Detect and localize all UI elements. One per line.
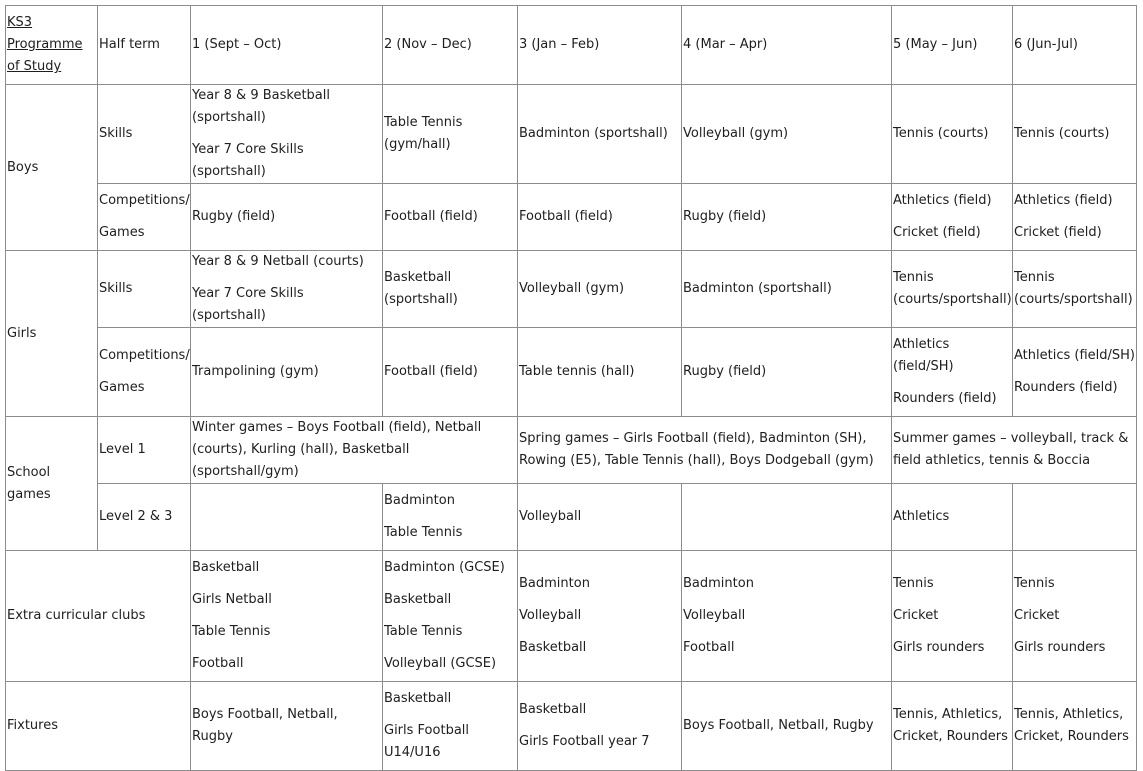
table-row xyxy=(6,417,1137,484)
club-line: Volleyball xyxy=(519,608,582,623)
row-label-clubs: Extra curricular clubs xyxy=(6,551,191,682)
activity-cell: Tennis (courts/sportshall) xyxy=(1013,251,1137,328)
club-line: Girls rounders xyxy=(893,640,985,655)
activity-cell xyxy=(892,551,1013,682)
club-line: Tennis xyxy=(893,576,934,591)
activity-cell xyxy=(682,551,892,682)
activity-line: Athletics (field) xyxy=(1014,193,1113,208)
row-label-line: Competitions/ xyxy=(99,348,190,363)
club-line: Cricket xyxy=(1014,608,1060,623)
activity-line: Cricket (field) xyxy=(1014,225,1102,240)
activity-line: Year 8 & 9 Netball (courts) xyxy=(192,254,364,269)
activity-cell: Trampolining (gym) xyxy=(191,328,383,417)
activity-cell: Tennis, Athletics, Cricket, Rounders xyxy=(1013,682,1137,771)
activity-cell: Tennis (courts) xyxy=(1013,85,1137,184)
activity-cell xyxy=(1013,484,1137,551)
activity-line: Rounders (field) xyxy=(893,391,997,406)
activity-cell: Basketball (sportshall) xyxy=(383,251,518,328)
row-label-line: Competitions/ xyxy=(99,193,190,208)
activity-cell: Rugby (field) xyxy=(682,184,892,251)
club-line: Badminton xyxy=(519,576,590,591)
club-line: Football xyxy=(192,656,244,671)
title-line: of Study xyxy=(7,59,62,74)
activity-cell xyxy=(1013,551,1137,682)
row-label: Level 2 & 3 xyxy=(98,484,191,551)
activity-cell: Rugby (field) xyxy=(191,184,383,251)
activity-cell: Football (field) xyxy=(383,328,518,417)
activity-cell: Tennis, Athletics, Cricket, Rounders xyxy=(892,682,1013,771)
activity-cell xyxy=(191,251,383,328)
club-line: Basketball xyxy=(192,560,260,575)
activity-cell: Badminton (sportshall) xyxy=(682,251,892,328)
group-label-girls: Girls xyxy=(6,251,98,417)
club-line: Volleyball xyxy=(683,608,746,623)
activity-cell xyxy=(682,484,892,551)
term-header: 5 (May – Jun) xyxy=(892,6,1013,85)
club-line: Tennis xyxy=(1014,576,1055,591)
activity-line: Table Tennis xyxy=(384,525,463,540)
activity-cell: Badminton (sportshall) xyxy=(518,85,682,184)
activity-line: Rounders (field) xyxy=(1014,380,1118,395)
club-line: Badminton (GCSE) xyxy=(384,560,505,575)
activity-cell xyxy=(383,551,518,682)
club-line: Football xyxy=(683,640,735,655)
activity-cell xyxy=(892,328,1013,417)
summer-games-cell: Summer games – volleyball, track & field athletics, tennis & Boccia xyxy=(892,417,1137,484)
table-row xyxy=(6,328,1137,417)
activity-cell xyxy=(191,85,383,184)
club-line: Table Tennis xyxy=(384,624,463,639)
term-header: 3 (Jan – Feb) xyxy=(518,6,682,85)
activity-cell: Boys Football, Netball, Rugby xyxy=(191,682,383,771)
activity-line: Athletics (field/SH) xyxy=(893,337,954,374)
row-label: Skills xyxy=(98,251,191,328)
activity-cell: Volleyball (gym) xyxy=(518,251,682,328)
table-row xyxy=(6,85,1137,184)
activity-cell xyxy=(1013,184,1137,251)
activity-cell xyxy=(383,682,518,771)
row-label-fixtures: Fixtures xyxy=(6,682,191,771)
activity-cell xyxy=(518,682,682,771)
term-header: 4 (Mar – Apr) xyxy=(682,6,892,85)
activity-cell: Football (field) xyxy=(518,184,682,251)
table-row xyxy=(6,184,1137,251)
row-label: Level 1 xyxy=(98,417,191,484)
group-label-school-games: School games xyxy=(6,417,98,551)
fixture-line: Girls Football U14/U16 xyxy=(384,723,470,760)
activity-line: Cricket (field) xyxy=(893,225,981,240)
activity-cell: Athletics xyxy=(892,484,1013,551)
activity-cell: Football (field) xyxy=(383,184,518,251)
title-line: KS3 xyxy=(7,15,33,30)
club-line: Girls rounders xyxy=(1014,640,1106,655)
title-line: Programme xyxy=(7,37,83,52)
club-line: Basketball xyxy=(519,640,587,655)
activity-cell xyxy=(191,551,383,682)
group-label-boys: Boys xyxy=(6,85,98,251)
activity-cell xyxy=(191,484,383,551)
club-line: Girls Netball xyxy=(192,592,272,607)
activity-cell: Volleyball xyxy=(518,484,682,551)
club-line: Table Tennis xyxy=(192,624,271,639)
fixture-line: Basketball xyxy=(384,691,452,706)
activity-cell xyxy=(383,484,518,551)
fixture-line: Basketball xyxy=(519,702,587,717)
half-term-header: Half term xyxy=(98,6,191,85)
activity-cell: Rugby (field) xyxy=(682,328,892,417)
row-label xyxy=(98,184,191,251)
activity-cell xyxy=(518,551,682,682)
ks3-programme-table xyxy=(5,5,1137,771)
activity-cell: Volleyball (gym) xyxy=(682,85,892,184)
term-header: 2 (Nov – Dec) xyxy=(383,6,518,85)
table-row xyxy=(6,251,1137,328)
spring-games-cell: Spring games – Girls Football (field), Badminton (SH), Rowing (E5), Table Tennis (hall), Boys Dodgeball (gym) xyxy=(518,417,892,484)
header-row xyxy=(6,6,1137,85)
table-row xyxy=(6,551,1137,682)
row-label: Skills xyxy=(98,85,191,184)
term-header: 6 (Jun-Jul) xyxy=(1013,6,1137,85)
row-label-line: Games xyxy=(99,380,145,395)
club-line: Badminton xyxy=(683,576,754,591)
activity-cell: Table Tennis (gym/hall) xyxy=(383,85,518,184)
club-line: Volleyball (GCSE) xyxy=(384,656,497,671)
activity-cell: Tennis (courts) xyxy=(892,85,1013,184)
activity-cell: Tennis (courts/sportshall) xyxy=(892,251,1013,328)
table-row xyxy=(6,682,1137,771)
fixture-line: Girls Football year 7 xyxy=(519,734,650,749)
table-row xyxy=(6,484,1137,551)
activity-line: Badminton xyxy=(384,493,455,508)
activity-cell xyxy=(1013,328,1137,417)
activity-cell xyxy=(892,184,1013,251)
activity-line: Year 7 Core Skills (sportshall) xyxy=(192,142,304,179)
row-label xyxy=(98,328,191,417)
winter-games-cell: Winter games – Boys Football (field), Netball (courts), Kurling (hall), Basketball (sportshall/gym) xyxy=(191,417,518,484)
activity-line: Athletics (field/SH) xyxy=(1014,348,1135,363)
term-header: 1 (Sept – Oct) xyxy=(191,6,383,85)
table-title-cell xyxy=(6,6,98,85)
club-line: Basketball xyxy=(384,592,452,607)
row-label-line: Games xyxy=(99,225,145,240)
activity-cell: Boys Football, Netball, Rugby xyxy=(682,682,892,771)
activity-line: Athletics (field) xyxy=(893,193,992,208)
activity-line: Year 8 & 9 Basketball (sportshall) xyxy=(192,88,330,125)
club-line: Cricket xyxy=(893,608,939,623)
activity-line: Year 7 Core Skills (sportshall) xyxy=(192,286,304,323)
activity-cell: Table tennis (hall) xyxy=(518,328,682,417)
